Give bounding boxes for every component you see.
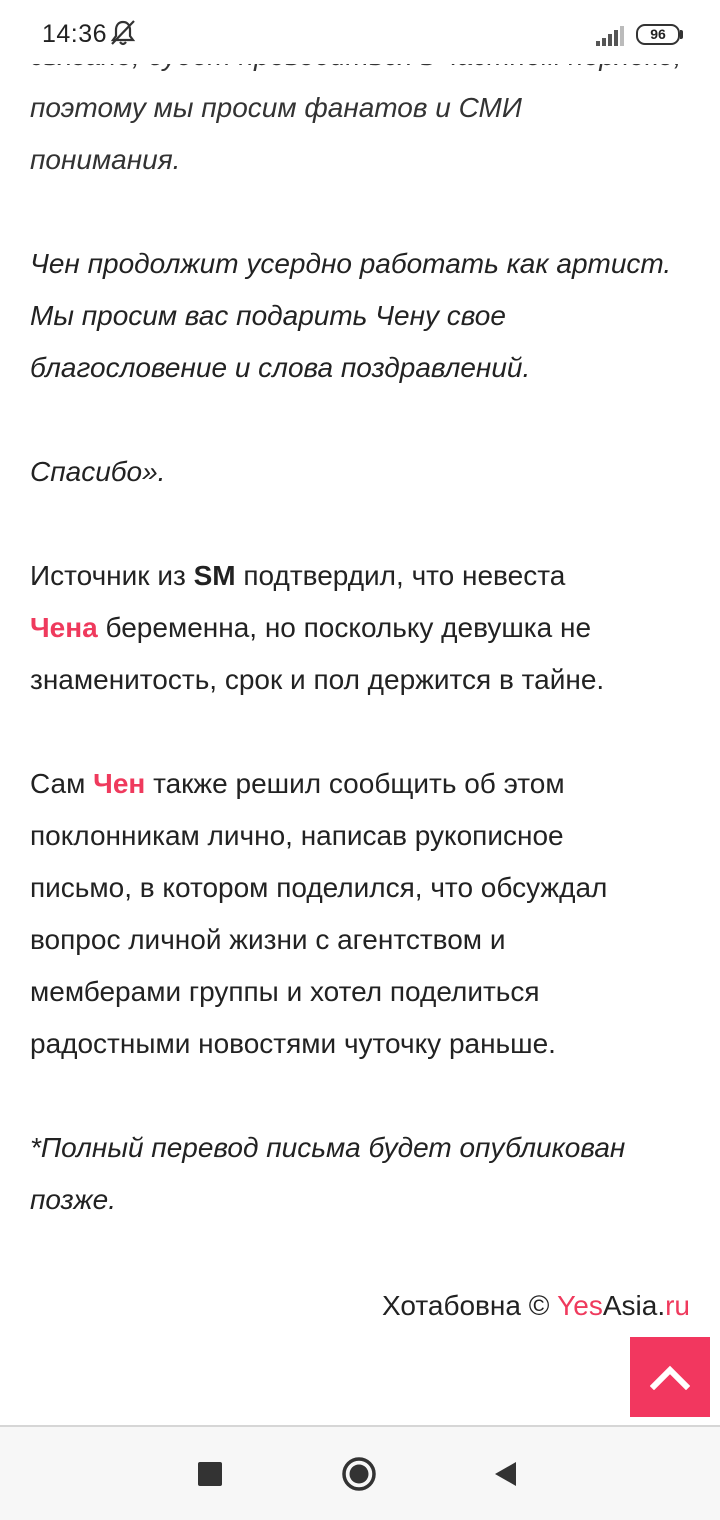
- article-paragraph-6: [30, 1122, 690, 1226]
- bell-off-icon: [110, 19, 136, 47]
- paragraph-line: вопрос личной жизни с агентством и: [30, 924, 506, 955]
- paragraph-line: Спасибо».: [30, 456, 166, 487]
- paragraph-line: знаменитость, срок и пол держится в тайне.: [30, 664, 605, 695]
- paragraph-text: беременна, но поскольку девушка не: [97, 612, 592, 643]
- recents-square-icon[interactable]: [198, 1462, 222, 1486]
- paragraph-text: подтвердил, что невеста: [235, 560, 566, 591]
- yesasia-link[interactable]: [557, 1290, 690, 1321]
- article-paragraph-2: [30, 238, 690, 394]
- battery-icon: [636, 24, 680, 45]
- brand-yes: Yes: [557, 1290, 603, 1321]
- paragraph-line: позже.: [30, 1184, 116, 1215]
- signal-icon: [596, 26, 626, 46]
- paragraph-line: письмо, в котором поделился, что обсуждал: [30, 872, 608, 903]
- battery-level: 96: [650, 26, 666, 42]
- status-time: 14:36: [42, 20, 108, 48]
- paragraph-line: Чен продолжит усердно работать как артист.: [30, 248, 672, 279]
- chen-link[interactable]: Чена: [30, 612, 98, 643]
- home-circle-icon[interactable]: [341, 1456, 377, 1492]
- navigation-bar: [0, 1425, 720, 1520]
- sm-entertainment-text: SM: [193, 560, 236, 591]
- paragraph-text: Сам: [30, 768, 94, 799]
- paragraph-line: понимания.: [30, 144, 181, 175]
- status-bar: [0, 0, 720, 64]
- paragraph-line: мемберами группы и хотел поделиться: [30, 976, 540, 1007]
- brand-asia: Asia: [602, 1290, 658, 1321]
- back-triangle-icon[interactable]: [494, 1461, 518, 1487]
- paragraph-line: поэтому мы просим фанатов и СМИ: [30, 92, 522, 123]
- chen-link[interactable]: Чен: [93, 768, 146, 799]
- paragraph-text: также решил сообщить об этом: [145, 768, 565, 799]
- article-paragraph-4: [30, 550, 690, 706]
- battery-tip: [680, 30, 683, 39]
- paragraph-line: поклонникам лично, написав рукописное: [30, 820, 564, 851]
- paragraph-text: Источник из: [30, 560, 194, 591]
- brand-ru: ru: [665, 1290, 690, 1321]
- paragraph-line: радостными новостями чуточку раньше.: [30, 1028, 556, 1059]
- brand-dot: .: [657, 1290, 666, 1321]
- article-paragraph-3: [30, 446, 690, 498]
- scroll-to-top-button[interactable]: [630, 1337, 710, 1417]
- article-credit: [382, 1280, 690, 1332]
- chevron-up-icon: [650, 1364, 690, 1390]
- article-paragraph-5: [30, 758, 690, 1070]
- credit-author: Хотабовна ©: [382, 1290, 558, 1321]
- paragraph-line: *Полный перевод письма будет опубликован: [30, 1132, 626, 1163]
- paragraph-line: Мы просим вас подарить Чену свое: [30, 300, 506, 331]
- paragraph-line: благословение и слова поздравлений.: [30, 352, 531, 383]
